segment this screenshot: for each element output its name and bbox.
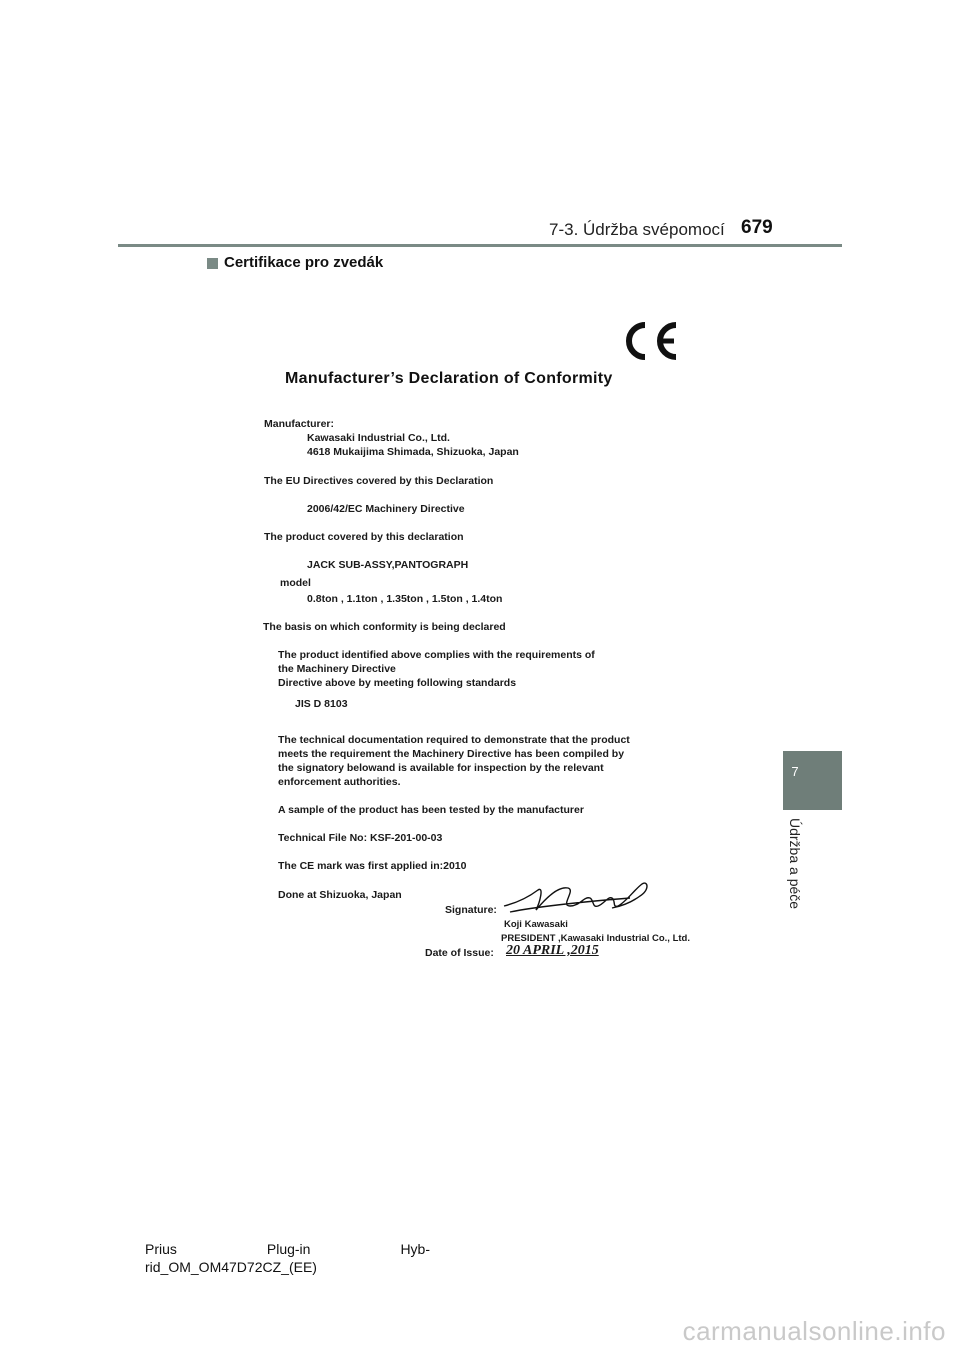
basis-line-1: The product identified above complies with the requirements of <box>278 649 595 661</box>
signatory-name: Koji Kawasaki <box>504 919 568 930</box>
declaration-title: Manufacturer’s Declaration of Conformity <box>285 370 613 387</box>
footer-doc-id <box>145 1240 430 1276</box>
date-of-issue: 20 APRIL ,2015 <box>506 943 599 958</box>
tech-doc-line-1: The technical documentation required to demonstrate that the product <box>278 734 630 746</box>
date-label: Date of Issue: <box>425 947 494 959</box>
footer-line-2: rid_OM_OM47D72CZ_(EE) <box>145 1259 317 1275</box>
header-section-title: 7-3. Údržba svépomocí <box>549 220 725 239</box>
directives-label: The EU Directives covered by this Declaration <box>264 475 494 487</box>
basis-label: The basis on which conformity is being declared <box>263 621 506 633</box>
manufacturer-address: 4618 Mukaijima Shimada, Shizuoka, Japan <box>307 446 519 458</box>
manufacturer-label: Manufacturer: <box>264 418 335 430</box>
tech-doc-line-2: meets the requirement the Machinery Directive has been compiled by <box>278 748 625 760</box>
product-label: The product covered by this declaration <box>264 531 464 543</box>
product-name: JACK SUB-ASSY,PANTOGRAPH <box>307 559 469 571</box>
section-bullet-icon <box>207 258 218 269</box>
footer-word-1: Prius <box>145 1241 177 1257</box>
model-list: 0.8ton , 1.1ton , 1.35ton , 1.5ton , 1.4ton <box>307 593 503 605</box>
tech-doc-line-3: the signatory belowand is available for inspection by the relevant <box>278 762 604 774</box>
standard: JIS D 8103 <box>295 698 348 710</box>
ce-first-applied: The CE mark was first applied in:2010 <box>278 860 467 872</box>
ce-mark-icon <box>618 318 682 369</box>
signature-label: Signature: <box>445 904 497 916</box>
footer-word-2: Plug-in <box>266 1241 311 1257</box>
signatory-title: PRESIDENT ,Kawasaki Industrial Co., Ltd. <box>501 933 690 944</box>
chapter-label: Údržba a péče <box>787 818 803 910</box>
section-title: Certifikace pro zvedák <box>224 254 384 271</box>
watermark: carmanualsonline.info <box>682 1316 946 1346</box>
page-number: 679 <box>741 217 773 238</box>
footer-line-1 <box>145 1240 430 1258</box>
manufacturer-name: Kawasaki Industrial Co., Ltd. <box>307 432 450 444</box>
done-at: Done at Shizuoka, Japan <box>278 889 402 901</box>
directive: 2006/42/EC Machinery Directive <box>307 503 465 515</box>
footer-word-3: Hyb- <box>400 1241 430 1257</box>
header-rule <box>118 244 842 247</box>
chapter-number: 7 <box>791 764 799 779</box>
technical-file: Technical File No: KSF-201-00-03 <box>278 832 443 844</box>
model-label: model <box>280 577 311 589</box>
sample-tested: A sample of the product has been tested by the manufacturer <box>278 804 584 816</box>
basis-line-2: the Machinery Directive <box>278 663 396 675</box>
basis-line-3: Directive above by meeting following standards <box>278 677 517 689</box>
chapter-tab <box>783 751 842 810</box>
tech-doc-line-4: enforcement authorities. <box>278 776 401 788</box>
